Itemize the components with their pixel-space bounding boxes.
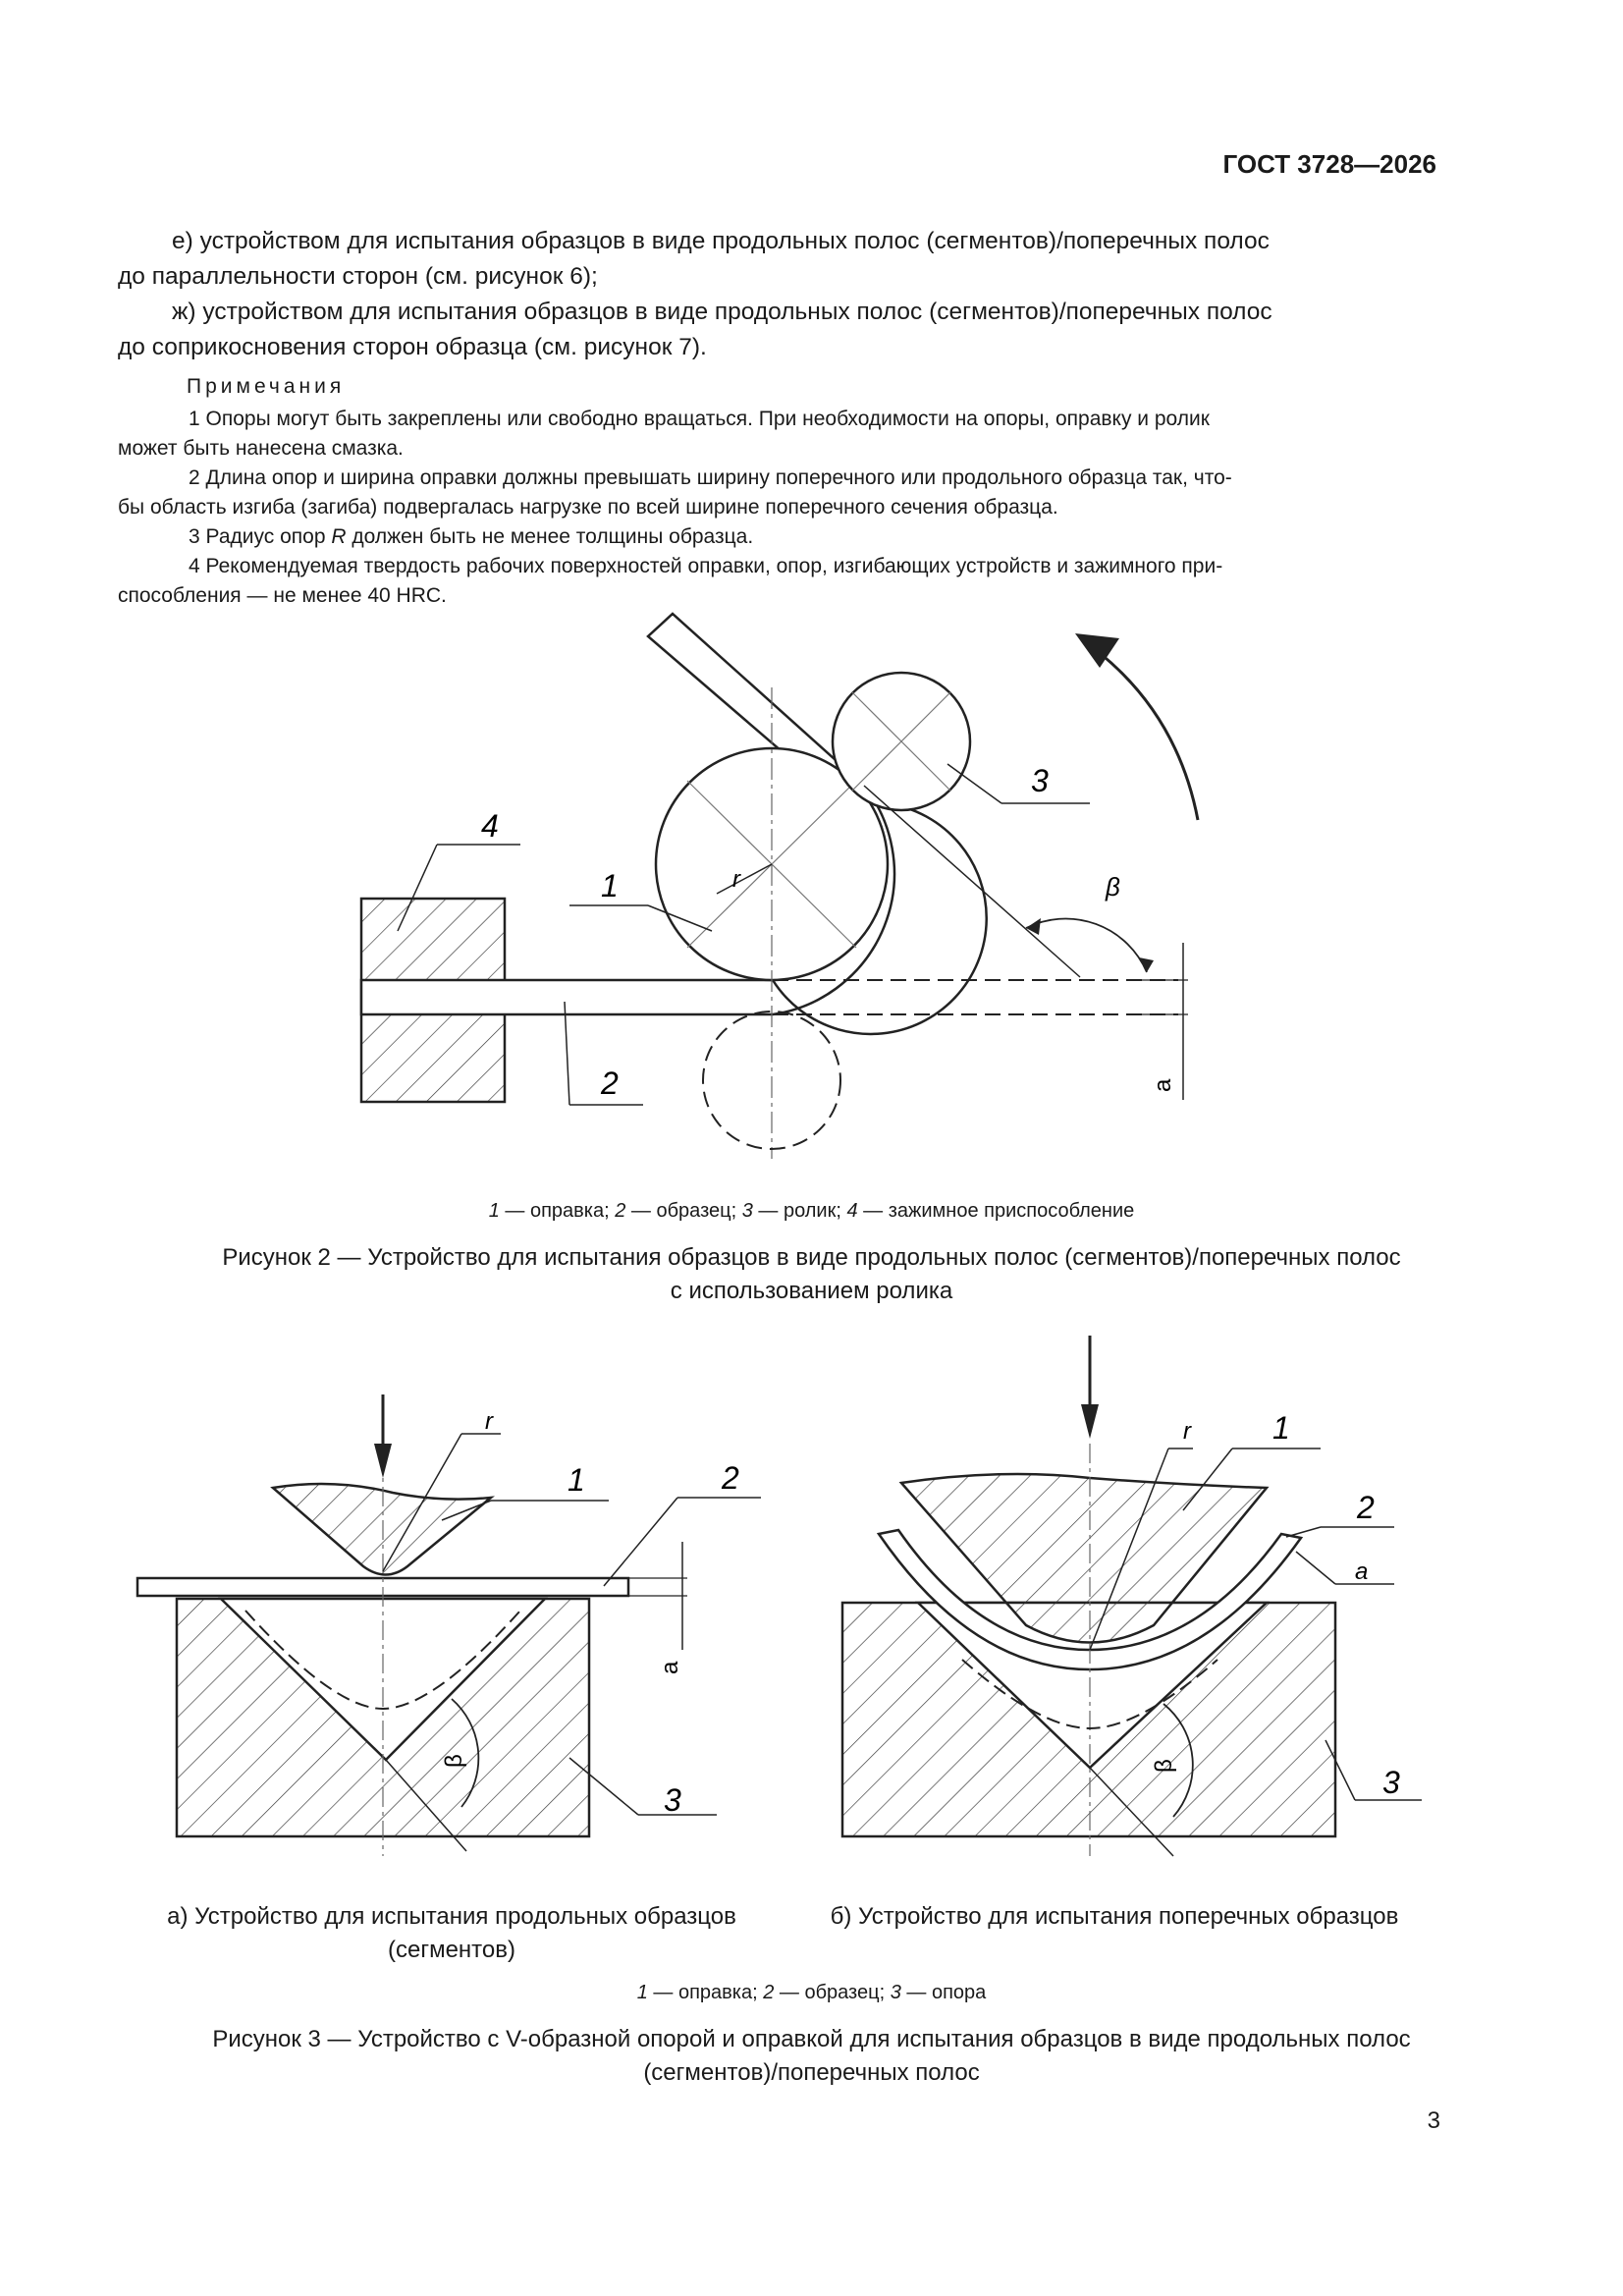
- list-item-zh: ж) устройством для испытания образцов в виде продольных полос (сегментов)/поперечных полос до соприкосновения сторон образца (см. рисунок 7).: [118, 299, 1272, 360]
- fig3a-label-3: 3: [664, 1782, 681, 1818]
- list-item-e: е) устройством для испытания образцов в виде продольных полос (сегментов)/поперечных полос до параллельности сторон (см. рисунок 6);: [118, 228, 1270, 290]
- fig2-label-a: a: [1150, 1078, 1176, 1092]
- fig3a-label-2: 2: [722, 1460, 739, 1496]
- fig3b-label-a: a: [1355, 1558, 1369, 1585]
- figure-3-legend: 1 — оправка; 2 — образец; 3 — опора: [636, 1982, 987, 2003]
- fig2-label-4: 4: [481, 808, 499, 844]
- fig3a-label-1: 1: [568, 1462, 585, 1498]
- fig3b-label-2: 2: [1357, 1490, 1375, 1525]
- fig3a-label-r: r: [485, 1408, 493, 1435]
- figure-2-caption: Рисунок 2 — Устройство для испытания образцов в виде продольных полос (сегментов)/поперечных полос с использованием ролика: [222, 1244, 1401, 1304]
- fig3b-label-1: 1: [1272, 1410, 1290, 1446]
- note-1: 1 Опоры могут быть закреплены или свободно вращаться. При необходимости на опоры, оправку и ролик может быть нанесена смазка.: [118, 408, 1210, 460]
- page-number: 3: [1427, 2107, 1440, 2134]
- fig2-label-2: 2: [601, 1066, 619, 1101]
- document-id: ГОСТ 3728—2026: [1222, 149, 1436, 179]
- fig3b-label-3: 3: [1382, 1765, 1400, 1800]
- figure-3-caption: Рисунок 3 — Устройство с V-образной опорой и оправкой для испытания образцов в виде продольных полос (сегментов)/поперечных полос: [212, 2026, 1411, 2086]
- figure-3b-subcaption: б) Устройство для испытания поперечных образцов: [830, 1903, 1399, 1930]
- notes-heading: Примечания: [187, 375, 346, 398]
- figure-3a-subcaption: а) Устройство для испытания продольных образцов (сегментов): [167, 1903, 736, 1963]
- figure-2-legend: 1 — оправка; 2 — образец; 3 — ролик; 4 — зажимное приспособление: [488, 1200, 1135, 1222]
- note-2: 2 Длина опор и ширина оправки должны превышать ширину поперечного или продольного образца так, что- бы область изгиба (загиба) подвергалась нагрузке по всей ширине поперечного сечения образца.: [118, 466, 1232, 519]
- note-4: 4 Рекомендуемая твердость рабочих поверхностей оправки, опор, изгибающих устройств и зажимного при- способления — не менее 40 HRC.: [118, 555, 1223, 607]
- fig3b-label-r: r: [1183, 1418, 1191, 1445]
- fig3a-label-beta: β: [441, 1754, 467, 1768]
- fig3b-label-beta: β: [1151, 1759, 1177, 1773]
- fig2-label-1: 1: [601, 868, 619, 903]
- mandrel-a: [273, 1484, 491, 1575]
- fig2-label-r: r: [732, 866, 740, 893]
- fig2-label-beta: β: [1106, 872, 1120, 902]
- note-3: 3 Радиус опор R должен быть не менее толщины образца.: [189, 525, 754, 548]
- fig2-label-3: 3: [1031, 763, 1049, 798]
- fig3a-label-a: a: [657, 1661, 683, 1674]
